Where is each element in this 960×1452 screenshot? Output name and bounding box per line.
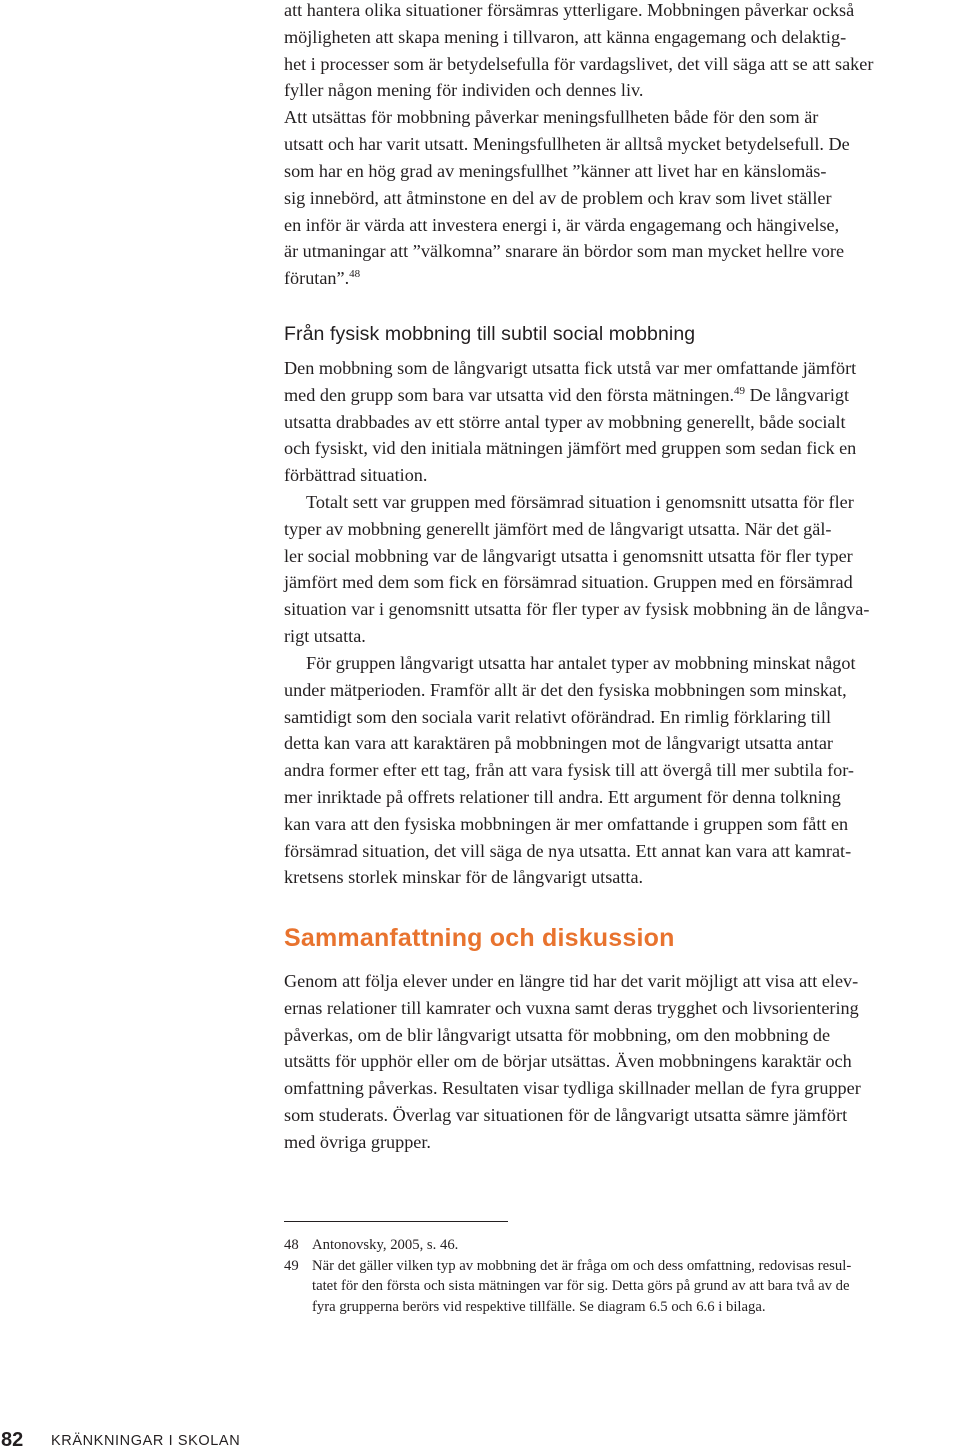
text-line: möjligheten att skapa mening i tillvaron, att känna engagemang och delaktig- <box>284 26 847 47</box>
text-line: förbättrad situation. <box>284 465 428 486</box>
paragraph-meaningfulness-quote <box>284 158 844 292</box>
text-line: med övriga grupper. <box>284 1131 431 1152</box>
paragraph-worsened-group <box>284 489 869 650</box>
text-line: att hantera olika situationer försämras ytterligare. Mobbningen påverkar också <box>284 0 855 20</box>
text-line: rigt utsatta. <box>284 625 366 646</box>
text-fragment: förutan”. <box>284 268 350 289</box>
text-line: utsatta drabbades av ett större antal typer av mobbning generellt, både socialt <box>284 411 846 432</box>
text-line: kan vara att den fysiska mobbningen är mer omfattande i gruppen som fått en <box>284 813 849 834</box>
text-line <box>284 382 856 409</box>
text-line: mer inriktade på offrets relationer till andra. Ett argument för denna tolkning <box>284 786 841 807</box>
running-title: KRÄNKNINGAR I SKOLAN <box>51 1433 241 1449</box>
text-line: utsätts för upphör eller om de börjar utsättas. Även mobbningens karaktär och <box>284 1051 852 1072</box>
text-fragment: De långvarigt <box>745 384 850 405</box>
text-line: Att utsättas för mobbning påverkar meningsfullheten både för den som är <box>284 107 819 127</box>
paragraph-intro-continued <box>284 0 873 104</box>
text-line: en inför är värda att investera energi i, är värda engagemang och hängivelse, <box>284 214 840 235</box>
text-line: kretsens storlek minskar för de långvarigt utsatta. <box>284 867 644 888</box>
text-line: samtidigt som den sociala varit relativt oförändrad. En rimlig förklaring till <box>284 706 832 727</box>
footnote-line: Antonovsky, 2005, s. 46. <box>312 1237 459 1253</box>
text-line: situation var i genomsnitt utsatta för fler typer av fysisk mobbning än de långva- <box>284 599 870 620</box>
text-fragment: med den grupp som bara var utsatta vid den första mätningen. <box>284 384 735 405</box>
text-line: och fysiskt, vid den initiala mätningen jämfört med gruppen som sedan fick en <box>284 438 857 459</box>
section-subheading: Från fysisk mobbning till subtil social mobbning <box>284 323 696 345</box>
footnote-number: 49 <box>284 1258 299 1274</box>
text-line: försämrad situation, det vill säga de nya utsatta. Ett annat kan vara att kamrat- <box>284 840 852 861</box>
text-line: är utmaningar att ”välkomna” snarare än bördor som man mycket hellre vore <box>284 241 845 262</box>
page-footer <box>0 1431 960 1449</box>
text-line: sig innebörd, att åtminstone en del av de problem och krav som livet ställer <box>284 187 832 208</box>
paragraph-meaningfulness <box>284 104 850 158</box>
footnote-48 <box>284 1235 952 1255</box>
text-line: fyller någon mening för individen och dennes liv. <box>284 80 644 101</box>
text-line: het i processer som är betydelsefulla för vardagslivet, det vill säga att se att saker <box>284 53 874 74</box>
footnote-divider <box>284 1221 508 1222</box>
footnote-text <box>284 1256 952 1317</box>
text-line: som studerats. Överlag var situationen för de långvarigt utsatta sämre jämfört <box>284 1104 848 1125</box>
footnote-ref-49[interactable]: 49 <box>734 384 746 397</box>
text-line: påverkas, om de blir långvarigt utsatta för mobbning, om den mobbning de <box>284 1024 831 1045</box>
paragraph-summary <box>284 968 861 1156</box>
text-line: utsatt och har varit utsatt. Meningsfullheten är alltså mycket betydelsefull. De <box>284 133 850 154</box>
footnote-line: fyra grupperna berörs vid respektive tillfälle. Se diagram 6.5 och 6.6 i bilaga. <box>312 1298 766 1315</box>
text-line <box>284 265 844 292</box>
footnote-number: 48 <box>284 1237 299 1253</box>
text-line: omfattning påverkas. Resultaten visar tydliga skillnader mellan de fyra grupper <box>284 1078 861 1099</box>
footnote-line: När det gäller vilken typ av mobbning det är fråga om och dess omfattning, redovisas resul- <box>312 1258 852 1274</box>
text-line: som har en hög grad av meningsfullhet ”känner att livet har en känslomäs- <box>284 161 827 181</box>
text-line: Totalt sett var gruppen med försämrad situation i genomsnitt utsatta för fler <box>306 492 854 512</box>
text-line: ernas relationer till kamrater och vuxna samt deras trygghet och livsorientering <box>284 997 859 1018</box>
text-line: typer av mobbning generellt jämfört med de långvarigt utsatta. När det gäl- <box>284 518 832 539</box>
text-line: jämfört med dem som fick en försämrad situation. Gruppen med en försämrad <box>284 572 853 593</box>
text-line: Den mobbning som de långvarigt utsatta fick utstå var mer omfattande jämfört <box>284 358 857 378</box>
text-line: För gruppen långvarigt utsatta har antalet typer av mobbning minskat något <box>306 653 856 673</box>
paragraph-long-term-group <box>284 650 856 891</box>
footnote-ref-48[interactable]: 48 <box>349 268 361 281</box>
footnote-line: tatet för den första och sista mätningen var för sig. Detta görs på grund av att bara två av de <box>312 1278 850 1295</box>
footnote-49 <box>284 1256 952 1317</box>
text-line: under mätperioden. Framför allt är det den fysiska mobbningen som minskat, <box>284 679 847 700</box>
text-line: Genom att följa elever under en längre tid har det varit möjligt att visa att elev- <box>284 971 859 991</box>
page-number: 82 <box>1 1429 24 1451</box>
text-line: ler social mobbning var de långvarigt utsatta i genomsnitt utsatta för fler typer <box>284 545 853 566</box>
text-line: detta kan vara att karaktären på mobbningen mot de långvarigt utsatta antar <box>284 733 833 754</box>
section-heading: Sammanfattning och diskussion <box>284 924 675 952</box>
paragraph-physical-to-social <box>284 355 856 489</box>
footnote-text <box>284 1235 952 1255</box>
text-line: andra former efter ett tag, från att vara fysisk till att övergå till mer subtila for- <box>284 760 854 781</box>
